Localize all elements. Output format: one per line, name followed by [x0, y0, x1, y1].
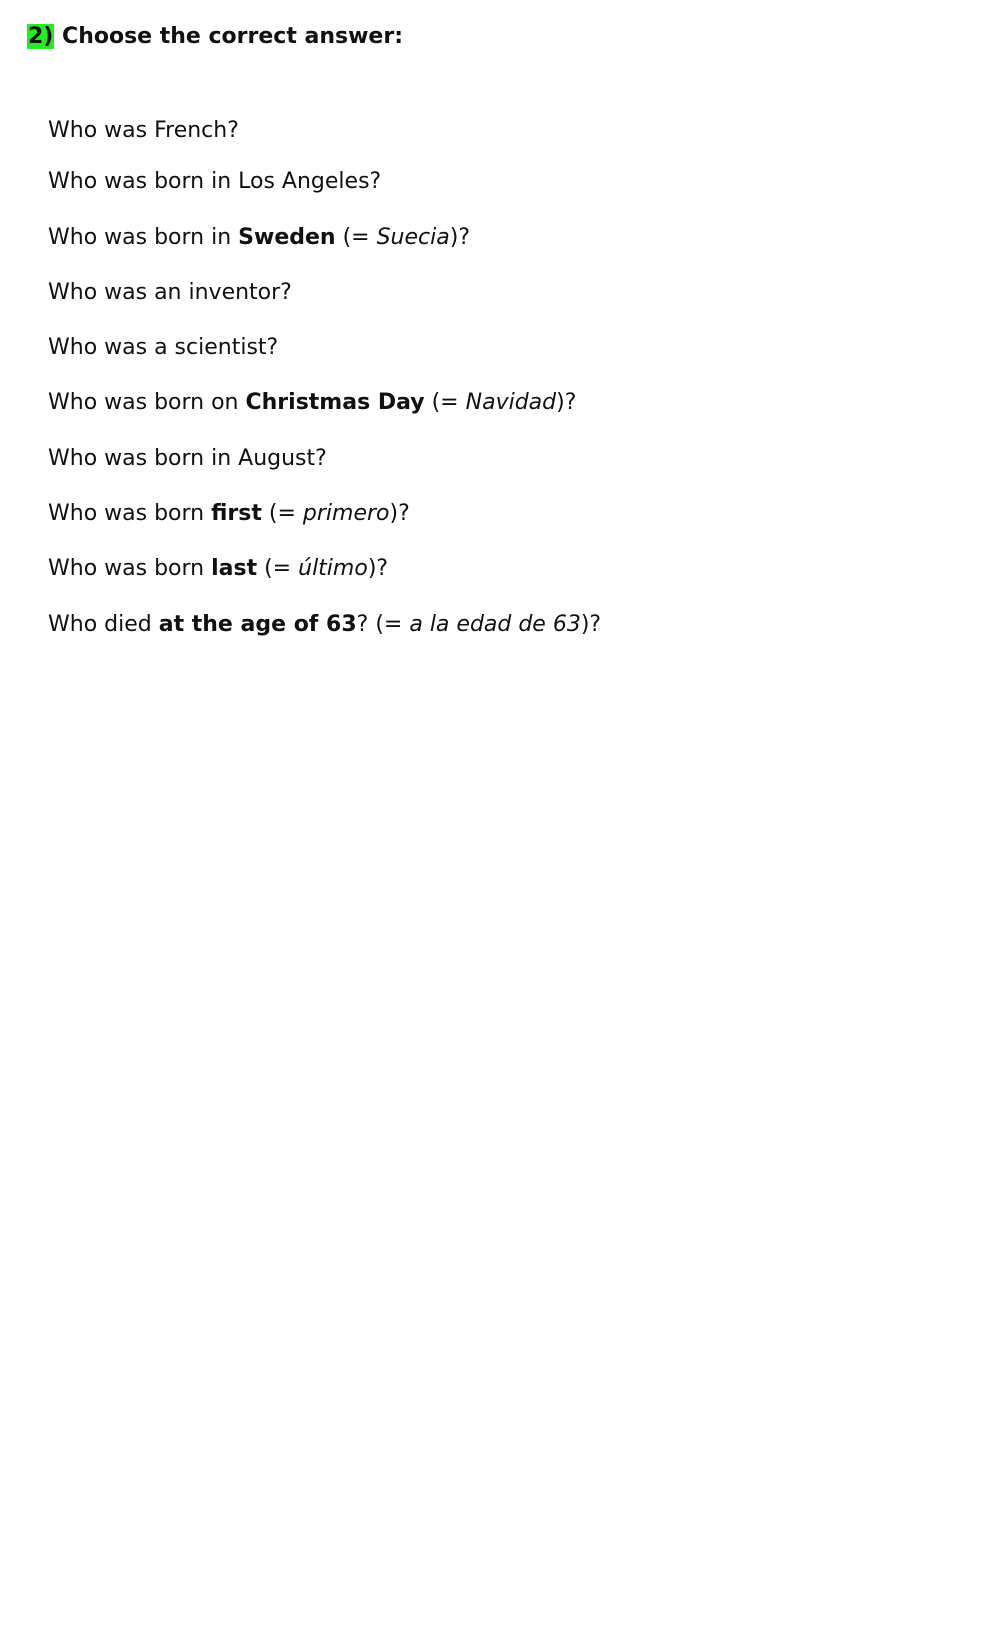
- question-text: ? (=: [356, 612, 410, 637]
- question-9: [48, 554, 388, 584]
- question-translation: primero: [302, 501, 390, 526]
- question-text: Who was born on: [48, 390, 246, 415]
- question-text: Who was an inventor?: [48, 280, 292, 305]
- question-text: )?: [556, 390, 577, 415]
- exercise-heading: [27, 22, 403, 52]
- question-7: [48, 444, 327, 474]
- question-text: )?: [389, 501, 410, 526]
- question-keyword: Sweden: [238, 225, 336, 250]
- question-text: (=: [335, 225, 377, 250]
- question-text: (=: [261, 501, 303, 526]
- question-translation: Suecia: [376, 225, 450, 250]
- exercise-number: 2): [28, 24, 54, 49]
- exercise-instruction: Choose the correct answer:: [62, 24, 404, 49]
- question-text: Who was French?: [48, 118, 239, 143]
- question-10: [48, 610, 601, 640]
- question-text: )?: [449, 225, 470, 250]
- question-translation: a la edad de 63: [409, 612, 581, 637]
- question-text: (=: [424, 390, 466, 415]
- question-text: )?: [580, 612, 602, 637]
- question-text: Who was born: [48, 501, 212, 526]
- question-3: [48, 223, 470, 253]
- question-keyword: Christmas Day: [245, 390, 425, 415]
- question-text: Who was a scientist?: [48, 335, 279, 360]
- question-8: [48, 499, 410, 529]
- question-text: Who was born in: [48, 225, 239, 250]
- question-keyword: first: [211, 501, 262, 526]
- question-translation: Navidad: [465, 390, 557, 415]
- question-text: (=: [257, 556, 299, 581]
- question-keyword: at the age of 63: [158, 612, 357, 637]
- question-4: [48, 278, 292, 308]
- question-translation: último: [298, 556, 368, 581]
- question-text: Who was born in Los Angeles?: [48, 169, 382, 194]
- question-text: Who died: [48, 612, 159, 637]
- question-text: Who was born in August?: [48, 446, 327, 471]
- question-5: [48, 333, 278, 363]
- question-2: [48, 167, 381, 197]
- question-1: [48, 116, 239, 146]
- question-text: Who was born: [48, 556, 212, 581]
- question-text: )?: [367, 556, 389, 581]
- question-6: [48, 388, 576, 418]
- question-keyword: last: [211, 556, 258, 581]
